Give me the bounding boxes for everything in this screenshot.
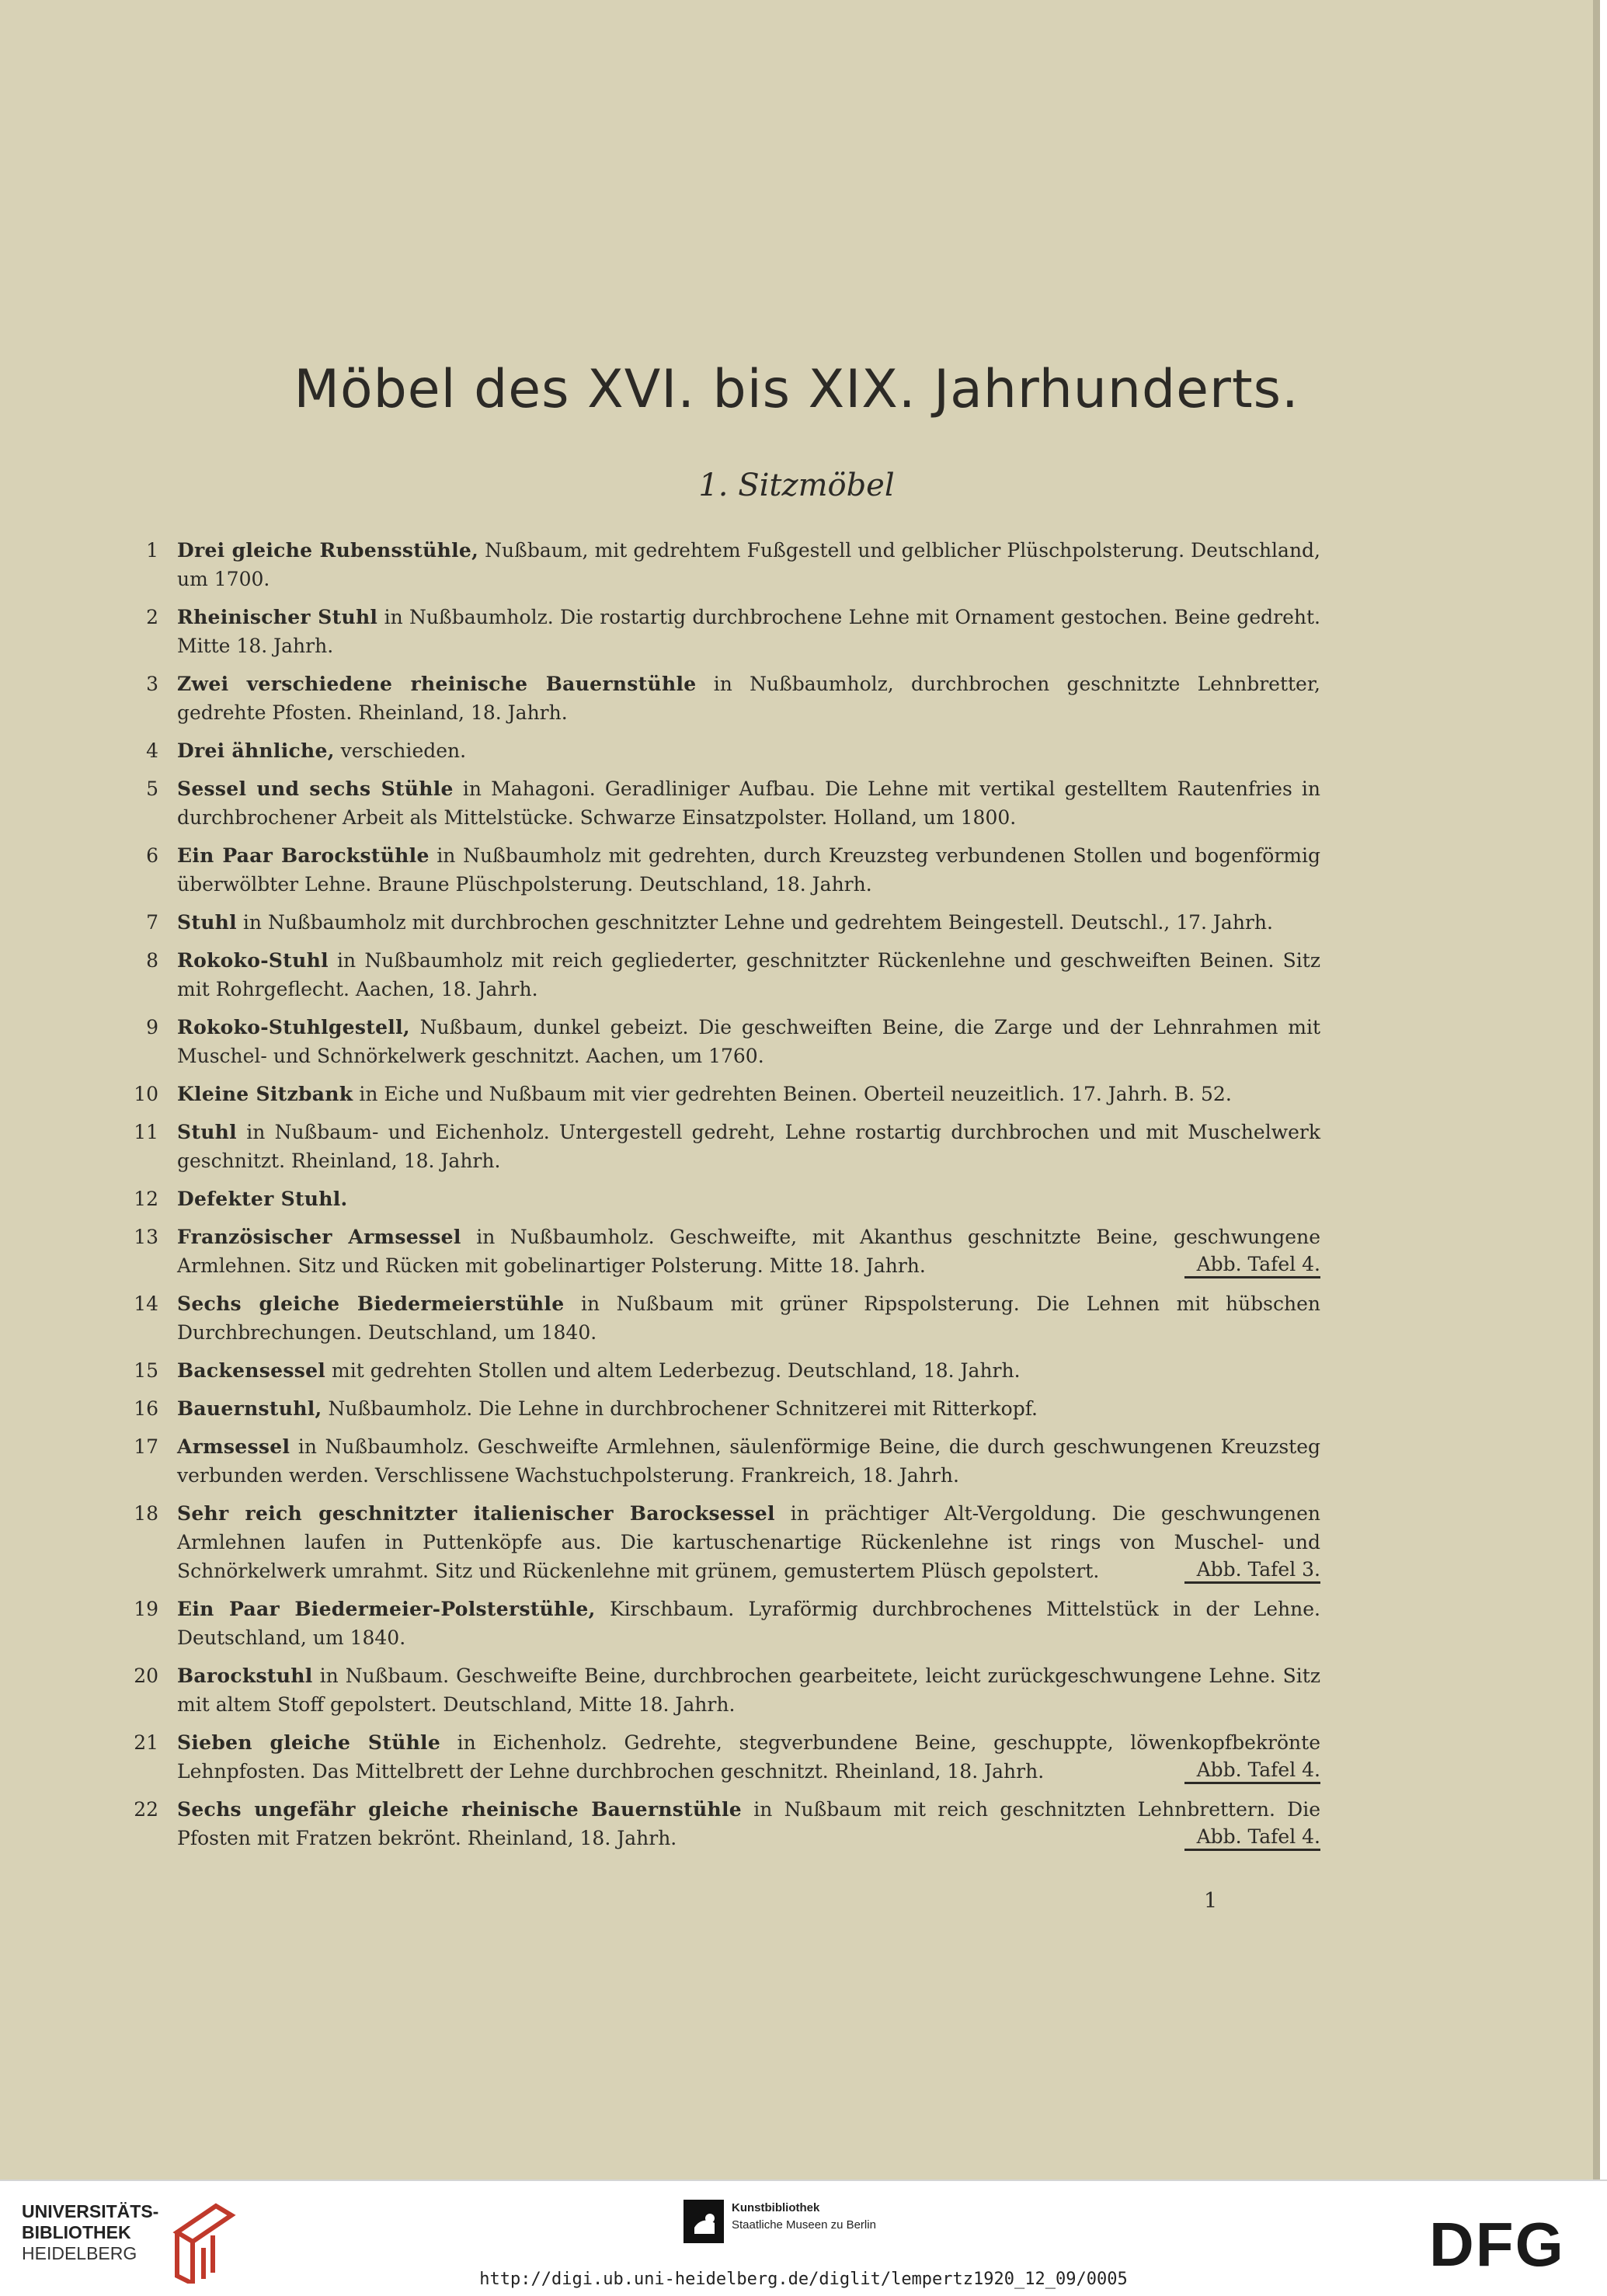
entry-number: 7	[146, 911, 158, 934]
entry-text	[177, 1356, 1320, 1385]
catalog-entry	[132, 774, 1320, 832]
page-number: 1	[1204, 1889, 1218, 1913]
entry-heading: Zwei verschiedene rheinische Bauernstühle	[177, 673, 697, 695]
entry-description: in Nußbaumholz mit reich gegliederter, geschnitzter Rückenlehne und geschweiften Beinen. Sitz mit Rohrgeflecht. Aachen, 18. Jahrh.	[177, 949, 1320, 1000]
entry-heading: Ein Paar Barockstühle	[177, 844, 430, 867]
ub-name-line-1: UNIVERSITÄTS-	[22, 2201, 159, 2221]
entry-number: 1	[146, 539, 158, 562]
entry-text	[177, 841, 1320, 899]
entry-heading: Kleine Sitzbank	[177, 1083, 353, 1105]
entry-heading: Sechs ungefähr gleiche rheinische Bauernstühle	[177, 1798, 742, 1821]
entry-description: in Nußbaum mit grüner Ripspolsterung. Die Lehnen mit hübschen Durchbrechungen. Deutschland, um 1840.	[177, 1292, 1320, 1344]
entry-heading: Sessel und sechs Stühle	[177, 778, 454, 800]
dfg-logo[interactable]: DFG	[1429, 2210, 1565, 2279]
entry-number: 5	[146, 778, 158, 800]
ub-name-line-2: BIBLIOTHEK	[22, 2222, 131, 2242]
entry-number: 13	[134, 1226, 158, 1248]
entry-description: in Nußbaum mit reich geschnitzten Lehnbrettern. Die Pfosten mit Fratzen bekrönt. Rheinland, 18. Jahrh.	[177, 1798, 1320, 1849]
entry-description: in Nußbaumholz, durchbrochen geschnitzte Lehnbretter, gedrehte Pfosten. Rheinland, 18. Jahrh.	[177, 673, 1320, 724]
entry-description: Nußbaum, dunkel gebeizt. Die geschweiften Beine, die Zarge und der Lehnrahmen mit Muschel- und Schnörkelwerk geschnitzt. Aachen, um 1760.	[177, 1016, 1320, 1067]
entry-number: 14	[134, 1292, 158, 1315]
entry-description: mit gedrehten Stollen und altem Lederbezug. Deutschland, 18. Jahrh.	[325, 1359, 1021, 1382]
catalog-entry	[132, 736, 1320, 765]
catalog-entry	[132, 1728, 1320, 1786]
entry-description: in Nußbaumholz. Die rostartig durchbrochene Lehne mit Ornament gestochen. Beine gedreht. Mitte 18. Jahrh.	[177, 606, 1320, 657]
catalog-entry	[132, 670, 1320, 727]
entry-description: in Nußbaumholz mit gedrehten, durch Kreuzsteg verbundenen Stollen und bogenförmig überwölbter Lehne. Braune Plüschpolsterung. Deutschland, 18. Jahrh.	[177, 844, 1320, 896]
entry-number: 17	[134, 1435, 158, 1458]
ub-name-line-3: HEIDELBERG	[22, 2243, 137, 2263]
entry-text	[177, 1661, 1320, 1719]
entry-description: in Eichenholz. Gedrehte, stegverbundene Beine, geschuppte, löwenkopfbekrönte Lehnpfosten. Das Mittelbrett der Lehne durchbrochen geschnitzt. Rheinland, 18. Jahrh.	[177, 1731, 1320, 1783]
entry-number: 16	[134, 1397, 158, 1420]
entry-text	[177, 1432, 1320, 1490]
catalog-entry	[132, 1356, 1320, 1385]
entry-heading: Backensessel	[177, 1359, 326, 1382]
entry-number: 12	[134, 1188, 158, 1210]
entry-text	[177, 736, 1320, 765]
entry-description: in Eiche und Nußbaum mit vier gedrehten Beinen. Oberteil neuzeitlich. 17. Jahrh. B. 52.	[353, 1083, 1232, 1105]
entry-number: 10	[134, 1083, 158, 1105]
catalog-entry	[132, 946, 1320, 1004]
entry-heading: Rokoko-Stuhlgestell,	[177, 1016, 410, 1038]
kunstbibliothek-name: Kunstbibliothek	[732, 2201, 820, 2214]
entry-number: 15	[134, 1359, 158, 1382]
catalog-entry	[132, 1499, 1320, 1585]
catalog-entry	[132, 1185, 1320, 1213]
catalog-entry	[132, 841, 1320, 899]
catalog-entry	[132, 1432, 1320, 1490]
plate-reference: Abb. Tafel 4.	[1184, 1759, 1320, 1784]
entry-number: 18	[134, 1502, 158, 1525]
university-library-logo[interactable]	[22, 2201, 158, 2264]
catalog-entry	[132, 1013, 1320, 1070]
entry-text	[177, 1728, 1320, 1786]
permalink-url[interactable]: http://digi.ub.uni-heidelberg.de/diglit/lempertz1920_12_09/0005	[479, 2270, 1128, 2289]
catalog-entry	[132, 603, 1320, 660]
entry-description: Kirschbaum. Lyraförmig durchbrochenes Mittelstück in der Lehne. Deutschland, um 1840.	[177, 1598, 1320, 1649]
kunstbibliothek-subtitle: Staatliche Museen zu Berlin	[732, 2218, 876, 2232]
entry-heading: Stuhl	[177, 911, 237, 934]
catalog-entry	[132, 536, 1320, 593]
entry-description: in Nußbaumholz. Geschweifte, mit Akanthus geschnitzte Beine, geschwungene Armlehnen. Sitz und Rücken mit gobelinartiger Polsterung. Mitte 18. Jahrh.	[177, 1226, 1320, 1277]
entry-text	[177, 1080, 1320, 1108]
entry-text	[177, 603, 1320, 660]
plate-reference: Abb. Tafel 3.	[1184, 1558, 1320, 1584]
entry-text	[177, 670, 1320, 727]
section-title: 1. Sitzmöbel	[698, 468, 895, 503]
entry-number: 11	[134, 1121, 158, 1143]
entry-heading: Drei ähnliche,	[177, 739, 335, 762]
entry-description: in Nußbaum. Geschweifte Beine, durchbrochen gearbeitete, leicht zurückgeschwungene Lehne. Sitz mit altem Stoff gepolstert. Deutschland, Mitte 18. Jahrh.	[177, 1665, 1320, 1716]
kunstbibliothek-emblem-icon	[683, 2200, 724, 2243]
catalog-entry	[132, 908, 1320, 937]
catalog-entry	[132, 1289, 1320, 1347]
entry-heading: Sieben gleiche Stühle	[177, 1731, 441, 1754]
entry-number: 21	[134, 1731, 158, 1754]
catalog-entry	[132, 1223, 1320, 1280]
page-title: Möbel des XVI. bis XIX. Jahrhunderts.	[294, 359, 1299, 420]
entry-number: 4	[146, 739, 158, 762]
entry-number: 9	[146, 1016, 158, 1038]
entry-text	[177, 1223, 1320, 1280]
entry-description: verschieden.	[334, 739, 467, 762]
entry-heading: Defekter Stuhl.	[177, 1188, 348, 1210]
plate-reference: Abb. Tafel 4.	[1184, 1825, 1320, 1851]
catalog-entry	[132, 1595, 1320, 1652]
entry-heading: Französischer Armsessel	[177, 1226, 461, 1248]
entry-text	[177, 946, 1320, 1004]
catalog-entry	[132, 1080, 1320, 1108]
entry-heading: Rheinischer Stuhl	[177, 606, 378, 628]
entry-text	[177, 1394, 1320, 1423]
entry-description: Nußbaum, mit gedrehtem Fußgestell und gelblicher Plüschpolsterung. Deutschland, um 1700.	[177, 539, 1320, 590]
entry-description: in Nußbaumholz. Geschweifte Armlehnen, säulenförmige Beine, die durch geschwungenen Kreuzsteg verbunden werden. Verschlissene Wachstuchpolsterung. Frankreich, 18. Jahrh.	[177, 1435, 1320, 1487]
kunstbibliothek-logo[interactable]	[683, 2200, 876, 2243]
entry-heading: Barockstuhl	[177, 1665, 313, 1687]
footer-bar	[0, 2179, 1607, 2296]
entry-text	[177, 1013, 1320, 1070]
catalog-entry	[132, 1394, 1320, 1423]
entry-number: 20	[134, 1665, 158, 1687]
entry-heading: Ein Paar Biedermeier-Polsterstühle,	[177, 1598, 596, 1620]
entry-description: in Nußbaumholz mit durchbrochen geschnitzter Lehne und gedrehtem Beingestell. Deutschl., 17. Jahrh.	[236, 911, 1273, 934]
plate-reference: Abb. Tafel 4.	[1184, 1253, 1320, 1278]
entry-heading: Rokoko-Stuhl	[177, 949, 329, 972]
entry-text	[177, 1289, 1320, 1347]
entry-number: 8	[146, 949, 158, 972]
entry-number: 19	[134, 1598, 158, 1620]
entry-description: in prächtiger Alt-Vergoldung. Die geschwungenen Armlehnen laufen in Puttenköpfe aus. Die kartuschenartige Rückenlehne ist rings von Muschel- und Schnörkelwerk umrahmt. Sitz und Rückenlehne mit grünem, gemustertem Plüsch gepolstert.	[177, 1502, 1320, 1582]
entry-number: 3	[146, 673, 158, 695]
entry-text	[177, 536, 1320, 593]
catalog-entry	[132, 1661, 1320, 1719]
entry-heading: Stuhl	[177, 1121, 237, 1143]
entry-heading: Armsessel	[177, 1435, 290, 1458]
entry-heading: Drei gleiche Rubensstühle,	[177, 539, 479, 562]
entry-heading: Bauernstuhl,	[177, 1397, 322, 1420]
entry-text	[177, 1118, 1320, 1175]
entry-description: Nußbaumholz. Die Lehne in durchbrochener Schnitzerei mit Ritterkopf.	[322, 1397, 1038, 1420]
entry-number: 22	[134, 1798, 158, 1821]
entry-text	[177, 1795, 1320, 1852]
entry-text	[177, 1595, 1320, 1652]
entry-text	[177, 1499, 1320, 1585]
entry-description: in Nußbaum- und Eichenholz. Untergestell gedreht, Lehne rostartig durchbrochen und mit Muschelwerk geschnitzt. Rheinland, 18. Jahrh.	[177, 1121, 1320, 1172]
catalog-entries	[132, 536, 1320, 1862]
entry-number: 6	[146, 844, 158, 867]
entry-description: in Mahagoni. Geradliniger Aufbau. Die Lehne mit vertikal gestelltem Rautenfries in durchbrochener Arbeit als Mittelstücke. Schwarze Einsatzpolster. Holland, um 1800.	[177, 778, 1321, 829]
entry-heading: Sechs gleiche Biedermeierstühle	[177, 1292, 565, 1315]
catalog-entry	[132, 1795, 1320, 1852]
entry-text	[177, 1185, 1320, 1213]
entry-heading: Sehr reich geschnitzter italienischer Barocksessel	[177, 1502, 775, 1525]
entry-number: 2	[146, 606, 158, 628]
catalog-entry	[132, 1118, 1320, 1175]
entry-text	[177, 774, 1320, 832]
entry-text	[177, 908, 1320, 937]
